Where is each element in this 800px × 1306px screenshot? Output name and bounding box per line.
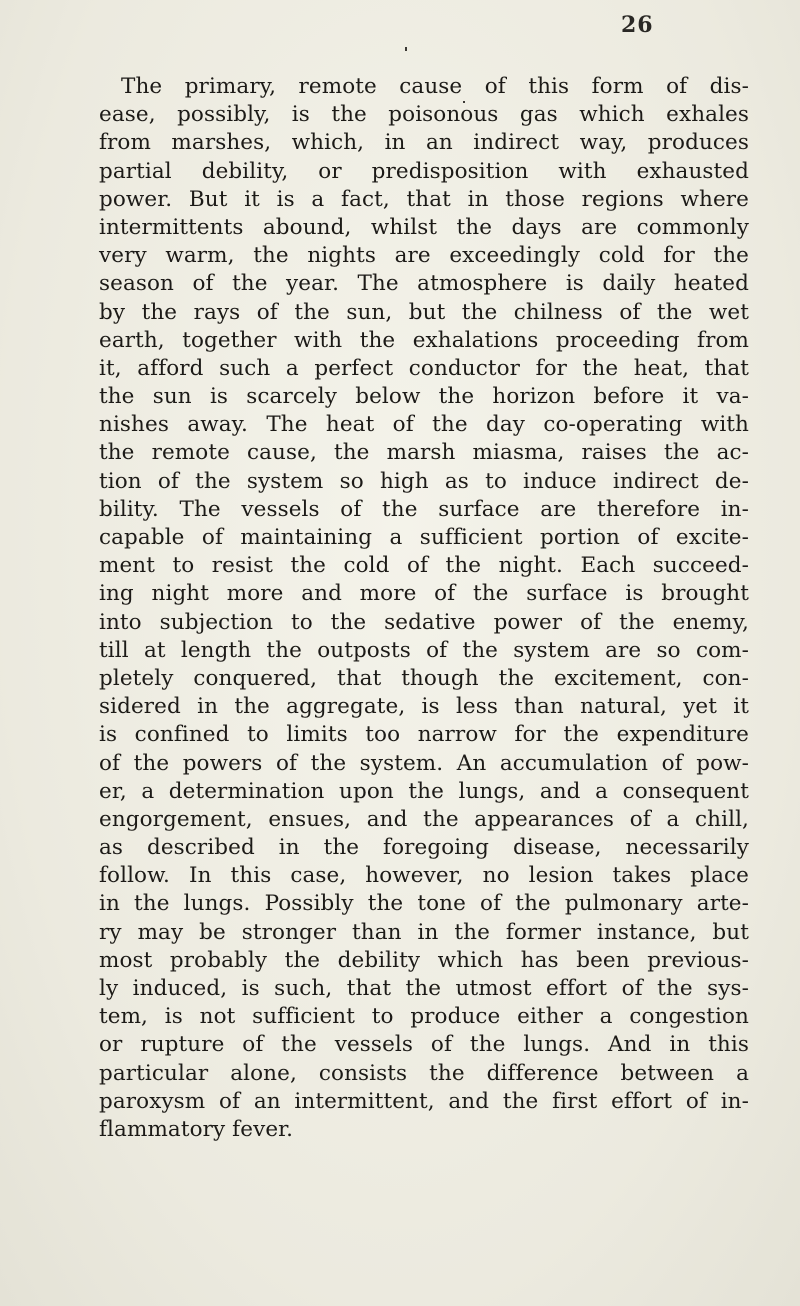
page-number: 26 (621, 12, 654, 38)
text-line: er, a determination upon the lungs, and a consequent (99, 778, 749, 804)
text-line: ing night more and more of the surface is brought (99, 581, 749, 607)
text-line: is confined to limits too narrow for the expenditure (99, 722, 749, 748)
text-line: earth, together with the exhalations proceeding from (99, 327, 749, 353)
text-line: engorgement, ensues, and the appearances of a chill, (99, 806, 749, 832)
text-line: the remote cause, the marsh miasma, raises the ac- (99, 440, 749, 466)
text-line: paroxysm of an intermittent, and the first effort of in- (99, 1088, 749, 1114)
text-line: season of the year. The atmosphere is daily heated (99, 271, 749, 297)
text-line: The primary, remote cause of this form of dis- (121, 74, 749, 99)
scan-speck (405, 47, 407, 51)
text-line: it, afford such a perfect conductor for the heat, that (99, 355, 749, 381)
text-line: flammatory fever. (99, 1116, 294, 1142)
text-line: into subjection to the sedative power of the enemy, (99, 609, 749, 635)
text-line: most probably the debility which has been previous- (99, 947, 749, 973)
text-line: intermittents abound, whilst the days are commonly (99, 214, 749, 240)
text-line: follow. In this case, however, no lesion takes place (99, 863, 749, 889)
text-line: or rupture of the vessels of the lungs. And in this (99, 1032, 749, 1058)
text-line: partial debility, or predisposition with exhausted (99, 158, 749, 184)
text-line: as described in the foregoing disease, necessarily (99, 835, 749, 861)
text-line: the sun is scarcely below the horizon before it va- (99, 384, 749, 410)
text-line: till at length the outposts of the system are so com- (99, 637, 749, 663)
text-line: sidered in the aggregate, is less than natural, yet it (99, 694, 749, 720)
text-line: of the powers of the system. An accumulation of pow- (99, 750, 749, 776)
text-line: nishes away. The heat of the day co-operating with (99, 412, 749, 438)
text-line: capable of maintaining a sufficient portion of excite- (99, 525, 749, 550)
text-line: particular alone, consists the difference between a (99, 1060, 749, 1086)
text-line: tem, is not sufficient to produce either a congestion (99, 1004, 749, 1030)
text-line: from marshes, which, in an indirect way, produces (99, 130, 749, 156)
text-line: power. But it is a fact, that in those regions where (99, 186, 749, 212)
text-line: tion of the system so high as to induce indirect de- (99, 468, 749, 494)
text-line: bility. The vessels of the surface are therefore in- (99, 496, 749, 522)
text-line: ly induced, is such, that the utmost effort of the sys- (99, 976, 749, 1001)
text-line: by the rays of the sun, but the chilness of the wet (99, 299, 749, 325)
text-line: very warm, the nights are exceedingly cold for the (99, 243, 749, 269)
text-line: ry may be stronger than in the former instance, but (99, 919, 749, 945)
text-line: ment to resist the cold of the night. Each succeed- (99, 553, 749, 579)
body-paragraph (99, 73, 749, 1144)
text-line: ease, possibly, is the poisonous gas which exhales (99, 102, 749, 128)
text-line: in the lungs. Possibly the tone of the pulmonary arte- (99, 891, 749, 917)
text-line: pletely conquered, that though the excitement, con- (99, 665, 749, 691)
